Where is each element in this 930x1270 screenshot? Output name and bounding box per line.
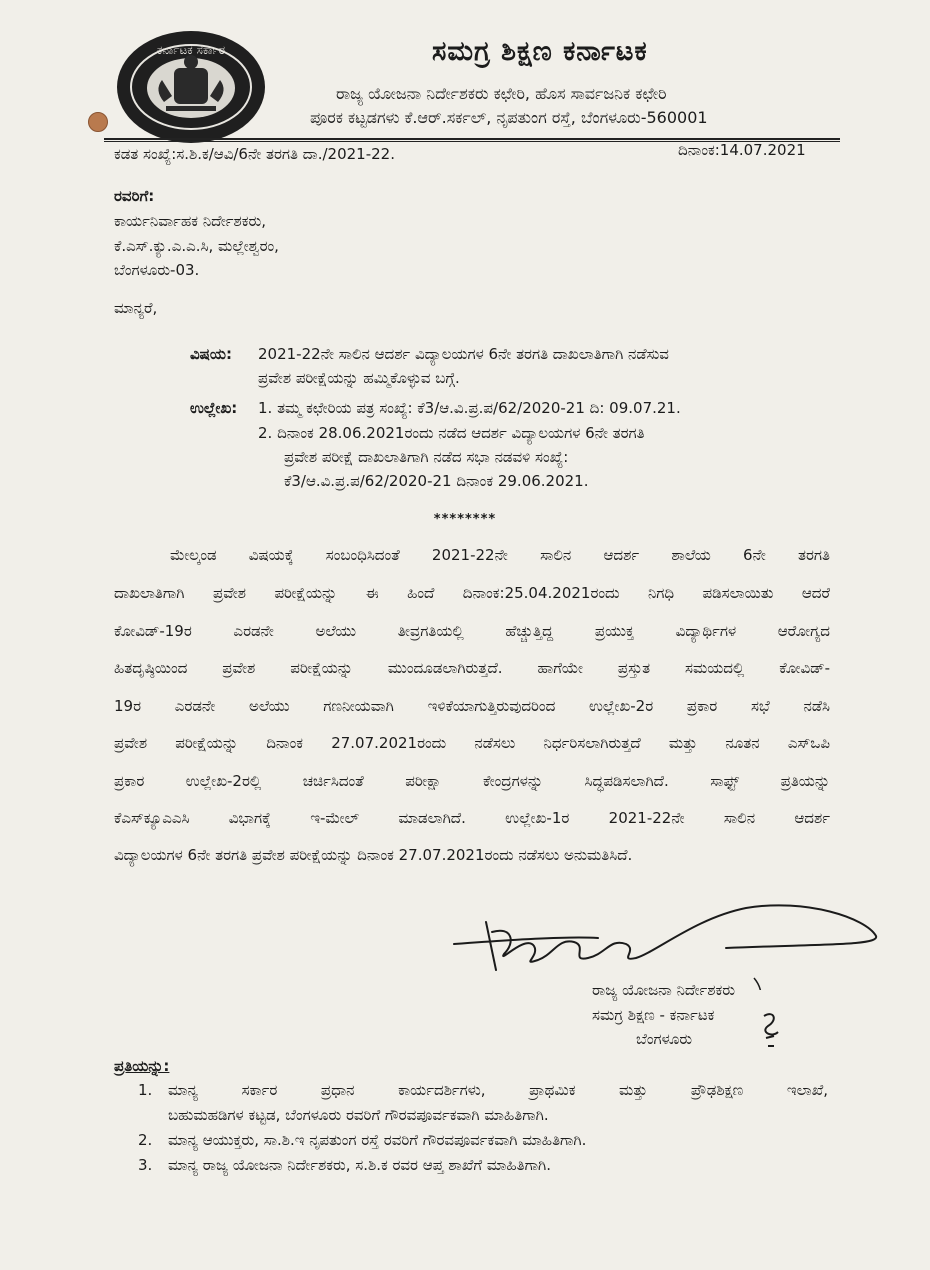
copy-item-line: ಮಾನ್ಯ ರಾಜ್ಯ ಯೋಜನಾ ನಿರ್ದೇಶಕರು, ಸ.ಶಿ.ಕ ರವರ ಆಪ್ತ ಶಾಖೆಗೆ ಮಾಹಿತಿಗಾಗಿ. [168, 1156, 552, 1174]
body-line: ಪ್ರವೇಶ ಪರೀಕ್ಷೆಯನ್ನು ದಿನಾಂಕ 27.07.2021ರಂದು ನಡೆಸಲು ನಿರ್ಧರಿಸಲಾಗಿರುತ್ತದೆ ಮತ್ತು ನೂತನ ಎಸ್‌ಒಪಿ [114, 734, 830, 752]
copy-item-line: ಮಾನ್ಯ ಸರ್ಕಾರ ಪ್ರಧಾನ ಕಾರ್ಯದರ್ಶಿಗಳು, ಪ್ರಾಥಮಿಕ ಮತ್ತು ಪ್ರೌಢಶಿಕ್ಷಣ ಇಲಾಖೆ, [168, 1081, 828, 1099]
subject-label: ವಿಷಯ: [190, 345, 232, 363]
initial-mark [756, 1006, 786, 1054]
copy-item-number: 1. [138, 1081, 153, 1099]
org-name: ಸಮಗ್ರ ಶಿಕ್ಷಣ ಕರ್ನಾಟಕ [432, 36, 648, 67]
separator: ******** [433, 512, 497, 527]
body-line: 19ರ ಎರಡನೇ ಅಲೆಯು ಗಣನೀಯವಾಗಿ ಇಳಿಕೆಯಾಗುತ್ತಿರುವುದರಿಂದ ಉಲ್ಲೇಖ-2ರ ಪ್ರಕಾರ ಸಭೆ ನಡೆಸಿ [114, 697, 830, 715]
copy-item-number: 3. [138, 1156, 153, 1174]
signatory-line: ಬೆಂಗಳೂರು [636, 1030, 693, 1048]
copy-item-line: ಮಾನ್ಯ ಆಯುಕ್ತರು, ಸಾ.ಶಿ.ಇ ನೃಪತುಂಗ ರಸ್ತೆ ರವರಿಗೆ ಗೌರವಪೂರ್ವಕವಾಗಿ ಮಾಹಿತಿಗಾಗಿ. [168, 1131, 587, 1149]
signatory-line: ರಾಜ್ಯ ಯೋಜನಾ ನಿರ್ದೇಶಕರು [592, 981, 735, 999]
body-line: ಕೆಎಸ್‌ಕ್ಯೂಎಎಸಿ ವಿಭಾಗಕ್ಕೆ ಇ-ಮೇಲ್ ಮಾಡಲಾಗಿದೆ. ಉಲ್ಲೇಖ-1ರ 2021-22ನೇ ಸಾಲಿನ ಆದರ್ಶ [114, 809, 830, 827]
reference-item: 2. ದಿನಾಂಕ 28.06.2021ರಂದು ನಡೆದ ಆದರ್ಶ ವಿದ್ಯಾಲಯಗಳ 6ನೇ ತರಗತಿ [258, 424, 645, 442]
body-line: ಮೇಲ್ಕಂಡ ವಿಷಯಕ್ಕೆ ಸಂಬಂಧಿಸಿದಂತೆ 2021-22ನೇ ಸಾಲಿನ ಆದರ್ಶ ಶಾಲೆಯ 6ನೇ ತರಗತಿ [170, 546, 830, 564]
body-line: ವಿದ್ಯಾಲಯಗಳ 6ನೇ ತರಗತಿ ಪ್ರವೇಶ ಪರೀಕ್ಷೆಯನ್ನು ದಿನಾಂಕ 27.07.2021ರಂದು ನಡೆಸಲು ಅನುಮತಿಸಿದೆ. [114, 846, 633, 864]
body-line: ಪ್ರಕಾರ ಉಲ್ಲೇಖ-2ರಲ್ಲಿ ಚರ್ಚಿಸಿದಂತೆ ಪರೀಕ್ಷಾ ಕೇಂದ್ರಗಳನ್ನು ಸಿದ್ಧಪಡಿಸಲಾಗಿದೆ. ಸಾಫ್ಟ್ ಪ್ರತಿಯನ್ನು [114, 772, 830, 790]
signatory-line: ಸಮಗ್ರ ಶಿಕ್ಷಣ - ಕರ್ನಾಟಕ [592, 1006, 715, 1024]
recipient-line: ಕೆ.ಎಸ್.ಕ್ಯು.ಎ.ಎ.ಸಿ, ಮಲ್ಲೇಶ್ವರಂ, [114, 237, 279, 255]
copy-item-line: ಬಹುಮಹಡಿಗಳ ಕಟ್ಟಡ, ಬೆಂಗಳೂರು ರವರಿಗೆ ಗೌರವಪೂರ್ವಕವಾಗಿ ಮಾಹಿತಿಗಾಗಿ. [168, 1106, 549, 1124]
emblem-text: ಕರ್ನಾಟಕ ಸರ್ಕಾರ [156, 43, 226, 57]
references-label: ಉಲ್ಲೇಖ: [190, 399, 238, 417]
body-line: ದಾಖಲಾತಿಗಾಗಿ ಪ್ರವೇಶ ಪರೀಕ್ಷೆಯನ್ನು ಈ ಹಿಂದೆ ದಿನಾಂಕ:25.04.2021ರಂದು ನಿಗಧಿ ಪಡಿಸಲಾಯಿತು ಆದರೆ [114, 584, 830, 602]
punch-hole-mark [88, 112, 108, 132]
recipient-line: ಬೆಂಗಳೂರು-03. [114, 261, 200, 279]
body-line: ಹಿತದೃಷ್ಠಿಯಿಂದ ಪ್ರವೇಶ ಪರೀಕ್ಷೆಯನ್ನು ಮುಂದೂಡಲಾಗಿರುತ್ತದೆ. ಹಾಗೆಯೇ ಪ್ರಸ್ತುತ ಸಮಯದಲ್ಲಿ ಕೋವಿಡ್- [114, 659, 830, 677]
body-line: ಕೋವಿಡ್-19ರ ಎರಡನೇ ಅಲೆಯು ತೀವ್ರಗತಿಯಲ್ಲಿ ಹೆಚ್ಚುತ್ತಿದ್ದ ಪ್ರಯುಕ್ತ ವಿದ್ಯಾರ್ಥಿಗಳ ಆರೋಗ್ಯದ [114, 622, 830, 640]
subject-line: ಪ್ರವೇಶ ಪರೀಕ್ಷೆಯನ್ನು ಹಮ್ಮಿಕೊಳ್ಳುವ ಬಗ್ಗೆ. [258, 369, 460, 387]
reference-number: ಕಡತ ಸಂಖ್ಯೆ:ಸ.ಶಿ.ಕ/ಆವಿ/6ನೇ ತರಗತಿ ದಾ./2021-22. [114, 145, 395, 163]
reference-item: ಪ್ರವೇಶ ಪರೀಕ್ಷೆ ದಾಖಲಾತಿಗಾಗಿ ನಡೆದ ಸಭಾ ನಡವಳಿ ಸಂಖ್ಯೆ: [284, 448, 569, 466]
letter-date: ದಿನಾಂಕ:14.07.2021 [678, 141, 806, 159]
recipient-line: ಕಾರ್ಯನಿರ್ವಾಹಕ ನಿರ್ದೇಶಕರು, [114, 212, 266, 230]
copy-item-number: 2. [138, 1131, 153, 1149]
salutation: ಮಾನ್ಯರೆ, [114, 299, 158, 317]
subject-line: 2021-22ನೇ ಸಾಲಿನ ಆದರ್ಶ ವಿದ್ಯಾಲಯಗಳ 6ನೇ ತರಗತಿ ದಾಖಲಾತಿಗಾಗಿ ನಡೆಸುವ [258, 345, 669, 363]
reference-item: ಕೆ3/ಆ.ವಿ.ಪ್ರ.ಪ/62/2020-21 ದಿನಾಂಕ 29.06.2021. [284, 472, 589, 490]
recipient-label: ರವರಿಗೆ: [114, 187, 155, 205]
copies-label: ಪ್ರತಿಯನ್ನು: [114, 1057, 170, 1075]
reference-item: 1. ತಮ್ಮ ಕಛೇರಿಯ ಪತ್ರ ಸಂಖ್ಯೆ: ಕೆ3/ಆ.ವಿ.ಪ್ರ.ಪ/62/2020-21 ದಿ: 09.07.21. [258, 399, 681, 417]
signature [448, 900, 888, 990]
government-emblem-icon [114, 28, 269, 146]
address-line-2: ಪೂರಕ ಕಟ್ಟಡಗಳು ಕೆ.ಆರ್.ಸರ್ಕಲ್, ನೃಪತುಂಗ ರಸ್ತೆ, ಬೆಂಗಳೂರು-560001 [310, 108, 708, 127]
address-line-1: ರಾಜ್ಯ ಯೋಜನಾ ನಿರ್ದೇಶಕರು ಕಛೇರಿ, ಹೊಸ ಸಾರ್ವಜನಿಕ ಕಛೇರಿ [336, 84, 667, 103]
